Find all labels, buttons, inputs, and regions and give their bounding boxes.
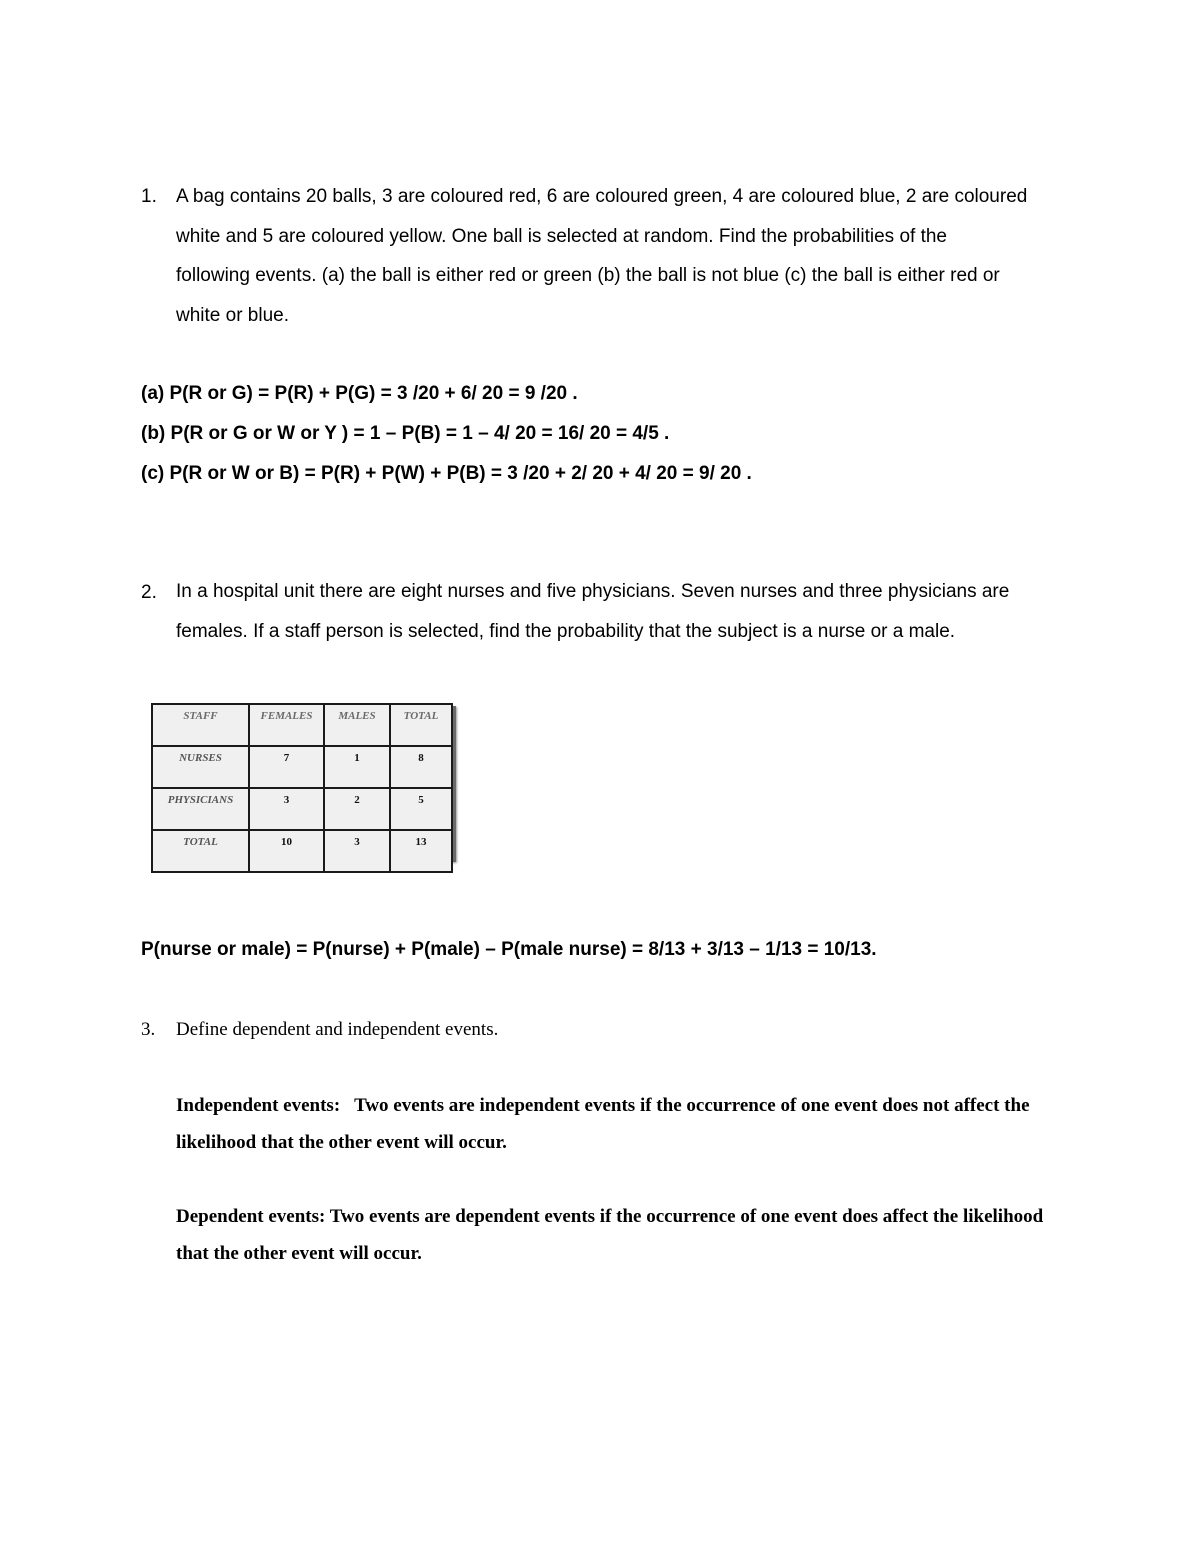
table-cell: 2 — [324, 788, 390, 830]
table-cell: 3 — [324, 830, 390, 872]
question-2-line: females. If a staff person is selected, find the probability that the subject is a nurse or a male. — [176, 620, 956, 642]
table-cell: 1 — [324, 746, 390, 788]
question-2-text — [176, 572, 1076, 651]
question-1-line: following events. (a) the ball is either red or green (b) the ball is not blue (c) the ball is either red or — [176, 265, 1000, 286]
question-1-line: A bag contains 20 balls, 3 are coloured red, 6 are coloured green, 4 are coloured blue, 2 are coloured — [176, 186, 1028, 207]
table-cell: 3 — [249, 788, 324, 830]
table-row — [152, 830, 452, 872]
question-1-text — [176, 177, 1076, 335]
table-header-cell: TOTAL — [390, 704, 452, 746]
answer-1a: (a) P(R or G) = P(R) + P(G) = 3 /20 + 6/ 20 = 9 /20 . — [141, 383, 578, 404]
independent-events-term: Independent events: — [176, 1095, 341, 1116]
independent-events-text: Two events are independent events if the occurrence of one event does not affect the likelihood that the other event will occur. — [176, 1095, 1030, 1153]
table-header-row — [152, 704, 452, 746]
answer-1c: (c) P(R or W or B) = P(R) + P(W) + P(B) = 3 /20 + 2/ 20 + 4/ 20 = 9/ 20 . — [141, 463, 752, 484]
question-3-number: 3. — [141, 1019, 156, 1040]
answer-2: P(nurse or male) = P(nurse) + P(male) – P(male nurse) = 8/13 + 3/13 – 1/13 = 10/13. — [141, 939, 877, 960]
table-row — [152, 746, 452, 788]
staff-table-image — [151, 703, 453, 859]
question-1-line: white and 5 are coloured yellow. One ball is selected at random. Find the probabilities of the — [176, 225, 948, 247]
table-cell: 10 — [249, 830, 324, 872]
answer-1b: (b) P(R or G or W or Y ) = 1 – P(B) = 1 – 4/ 20 = 16/ 20 = 4/5 . — [141, 423, 670, 444]
question-2-line: In a hospital unit there are eight nurses and five physicians. Seven nurses and three physicians are — [176, 581, 1010, 602]
staff-table — [151, 703, 453, 873]
table-header-cell: FEMALES — [249, 704, 324, 746]
table-row — [152, 788, 452, 830]
table-cell: NURSES — [152, 746, 249, 788]
table-cell: TOTAL — [152, 830, 249, 872]
dependent-events-term: Dependent events: — [176, 1206, 326, 1227]
table-cell: PHYSICIANS — [152, 788, 249, 830]
question-2-number: 2. — [141, 582, 157, 603]
table-cell: 7 — [249, 746, 324, 788]
question-3-text: Define dependent and independent events. — [176, 1019, 499, 1040]
independent-events-definition — [176, 1088, 1076, 1161]
dependent-events-text: Two events are dependent events if the occurrence of one event does affect the likelihood that the other event will occur. — [176, 1206, 1044, 1264]
table-cell: 13 — [390, 830, 452, 872]
dependent-events-definition — [176, 1199, 1076, 1272]
table-header-cell: MALES — [324, 704, 390, 746]
question-1-line: white or blue. — [176, 304, 290, 326]
question-1-number: 1. — [141, 186, 157, 207]
table-cell: 5 — [390, 788, 452, 830]
table-header-cell: STAFF — [152, 704, 249, 746]
table-cell: 8 — [390, 746, 452, 788]
